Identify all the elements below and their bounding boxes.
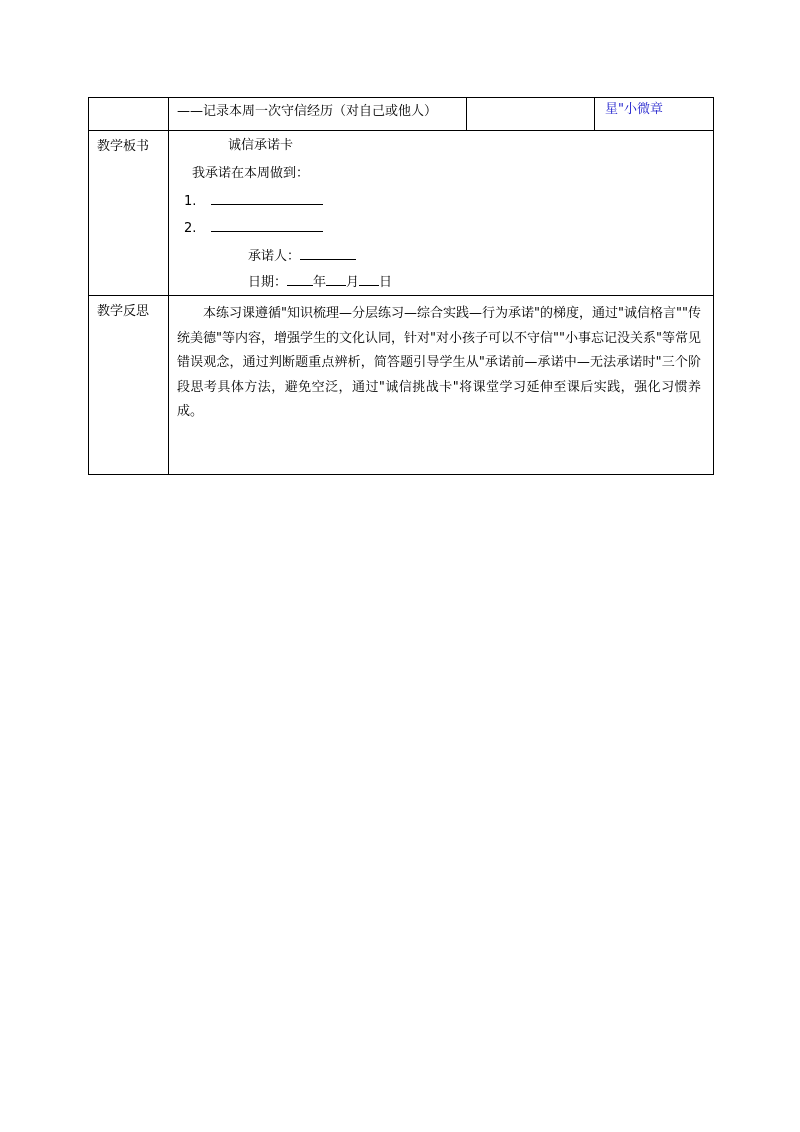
activity-row [89, 98, 714, 131]
reflection-row [89, 296, 714, 475]
promise-item-2 [184, 218, 323, 239]
item-number: 2. [184, 221, 197, 236]
reflection-label: 教学反思 [89, 296, 169, 475]
board-label: 教学板书 [89, 131, 169, 296]
date-month: 月 [346, 275, 360, 290]
board-row [89, 131, 714, 296]
date-line [248, 272, 392, 293]
empty-cell [467, 98, 595, 131]
promise-item-1 [184, 191, 323, 212]
reflection-text: 本练习课遵循"知识梳理—分层练习—综合实践—行为承诺"的梯度，通过"诚信格言""传统美德"等内容，增强学生的文化认同，针对"对小孩子可以不守信""小事忘记没关系"等常见错误观念，通过判断题重点辨析，简答题引导学生从"承诺前—承诺中—无法承诺时"三个阶段思考具体方法，避免空泛，通过"诚信挑战卡"将课堂学习延伸至课后实践，强化习惯养成。 [177, 306, 701, 419]
item-number: 1. [184, 194, 197, 209]
lesson-plan-table [88, 97, 714, 475]
board-content [169, 131, 714, 296]
promise-intro: 我承诺在本周做到： [192, 166, 310, 181]
date-label: 日期： [248, 275, 288, 290]
month-blank [326, 272, 346, 286]
year-blank [287, 272, 313, 286]
signer-label: 承诺人： [248, 249, 301, 264]
card-title: 诚信承诺卡 [228, 138, 294, 153]
star-badge-text: 星"小微章 [595, 98, 714, 131]
empty-label-cell [89, 98, 169, 131]
item-blank-line [211, 191, 323, 205]
reflection-content [169, 296, 714, 475]
date-day: 日 [379, 275, 393, 290]
signer-line [248, 246, 356, 267]
item-blank-line [211, 218, 323, 232]
activity-text: ——记录本周一次守信经历（对自己或他人） [169, 98, 467, 131]
signer-blank [300, 246, 356, 260]
date-year: 年 [313, 275, 327, 290]
day-blank [359, 272, 379, 286]
